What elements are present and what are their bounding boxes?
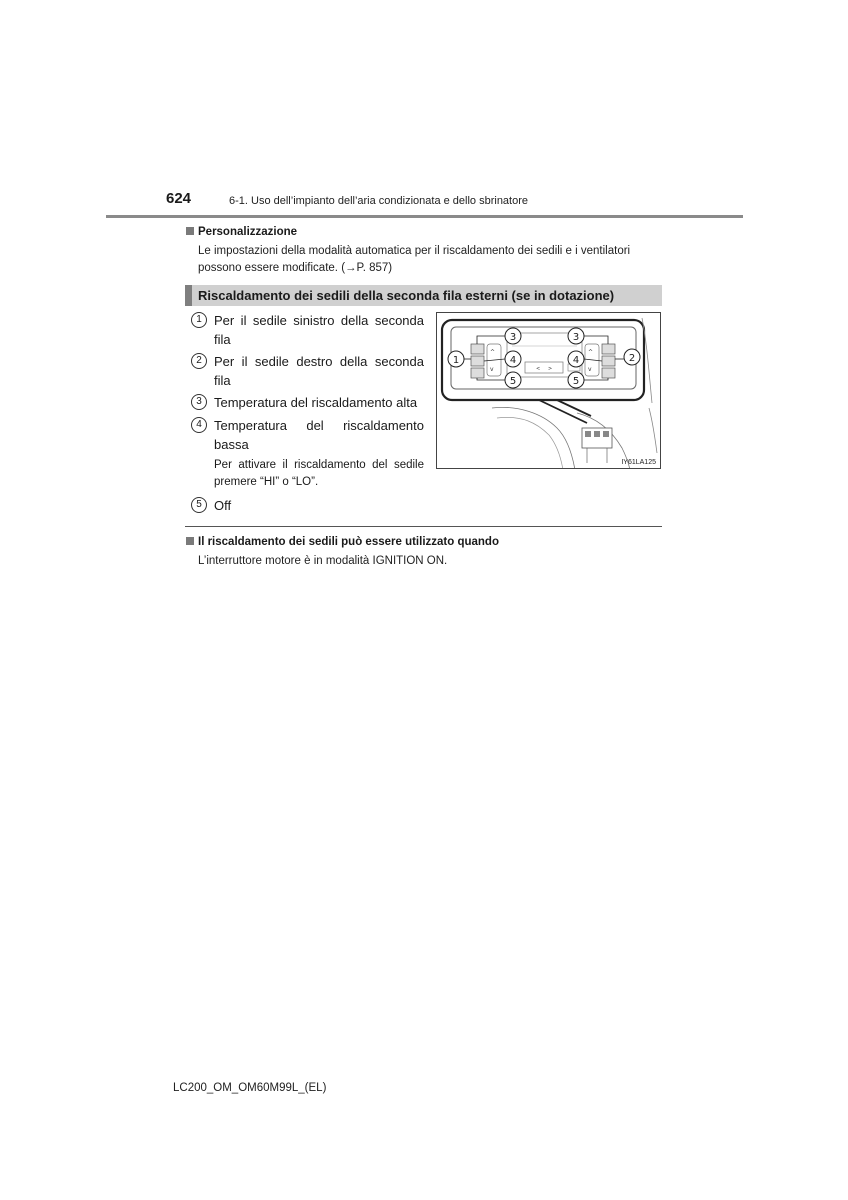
- callout-4-left: 4: [509, 355, 517, 366]
- usage-heading: [186, 536, 499, 548]
- callout-3-right: 3: [572, 332, 580, 343]
- list-item-text: Per il sedile sinistro della seconda fila: [214, 313, 424, 347]
- svg-text:v: v: [490, 366, 494, 373]
- note-text: Per attivare il riscaldamento del sedile premere “HI” o “LO”.: [214, 459, 424, 488]
- callout-4-right: 4: [572, 355, 580, 366]
- usage-heading-text: Il riscaldamento dei sedili può essere utilizzato quando: [198, 536, 499, 548]
- list-item-text: Temperatura del riscaldamento bassa: [214, 418, 424, 452]
- square-bullet-icon: [186, 227, 194, 235]
- list-item: [191, 393, 424, 412]
- footer-code: LC200_OM_OM60M99L_(EL): [173, 1082, 327, 1094]
- personalization-heading-text: Personalizzazione: [198, 226, 298, 238]
- header-rule: [106, 215, 743, 218]
- callout-5-right: 5: [572, 376, 580, 387]
- page-number: 624: [166, 190, 192, 207]
- circled-number: 5: [191, 497, 207, 513]
- control-panel-figure: [436, 312, 661, 469]
- callout-5-left: 5: [509, 376, 517, 387]
- personalization-text-line1: Le impostazioni della modalità automatica per il riscaldamento dei sedili e i ventilatori: [198, 245, 631, 257]
- personalization-text-line2: possono essere modificate. (→P. 857): [198, 262, 393, 274]
- svg-text:<: <: [536, 366, 541, 372]
- section-banner: [185, 285, 662, 306]
- list-item-text: Per il sedile destro della seconda fila: [214, 354, 424, 388]
- callout-3-left: 3: [509, 332, 517, 343]
- svg-text:>: >: [548, 366, 553, 372]
- callout-2: 2: [628, 353, 636, 364]
- list-item: [191, 311, 424, 349]
- banner-title: Riscaldamento dei sedili della seconda fila esterni (se in dotazione): [198, 288, 615, 303]
- circled-number: 1: [191, 312, 207, 328]
- list-item-text: Off: [214, 498, 232, 513]
- figure-code: IY61LA125: [621, 459, 656, 466]
- section-title: 6-1. Uso dell’impianto dell’aria condizionata e dello sbrinatore: [229, 195, 529, 207]
- svg-text:v: v: [588, 366, 592, 373]
- svg-text:^: ^: [588, 349, 594, 356]
- personalization-heading: [186, 226, 297, 238]
- square-bullet-icon: [186, 537, 194, 545]
- circled-number: 4: [191, 417, 207, 433]
- control-panel-illustration: [437, 313, 661, 469]
- list-item: [191, 416, 424, 454]
- svg-text:^: ^: [490, 349, 496, 356]
- list-item-text: Temperatura del riscaldamento alta: [214, 395, 418, 410]
- callout-1: 1: [452, 355, 460, 366]
- list-item: [191, 496, 424, 515]
- separator-rule: [185, 526, 662, 527]
- usage-text: L’interruttore motore è in modalità IGNITION ON.: [198, 555, 448, 567]
- circled-number: 2: [191, 353, 207, 369]
- circled-number: 3: [191, 394, 207, 410]
- list-item: [191, 352, 424, 390]
